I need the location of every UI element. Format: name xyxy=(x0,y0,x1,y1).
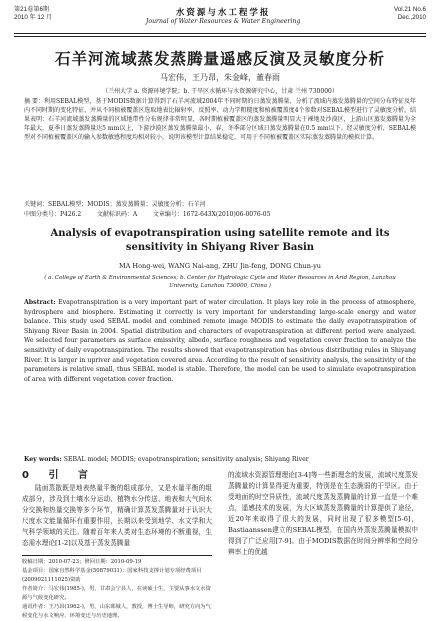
received-date: 收稿日期：2010-07-23；修回日期：2010-09-19 xyxy=(22,559,142,565)
corresponding-author: 通讯作者：王乃昂(1962-)，男，山东郯城人，教授，博士生导师，研究方向为气候变化与水文响应、环境变迁与历史地理。 xyxy=(22,604,211,619)
intro-paragraph-left: 陆面蒸散既是地表热量平衡的组成部分，又是水量平衡的组成部分，涉及到土壤水分运动、植物水分传送、地表和大气间水分交换和热量交换等多个环节，精确计算蒸发蒸腾量对于认识大尺度水文能量循环有重要作用，长期以来受到地学、水文学和大气科学领域的关注。随着百年来人类对生态环境的不断重视，生态需水理论[1-2]以及基于蒸发蒸腾量 xyxy=(22,484,212,547)
keywords-en-text: SEBAL model; MODIS; evapotranspiration; sensitivity analysis; Shiyang River xyxy=(63,456,309,463)
footnotes xyxy=(22,555,212,621)
journal-name-en: Journal of Water Resources & Water Engineering xyxy=(145,18,301,25)
volume-en: Vol.21 No.6 xyxy=(394,6,426,13)
authors-zh: 马宏伟，王乃昂，朱金峰，董春雨 xyxy=(160,73,280,82)
issue-date: 2010 年 12 月 xyxy=(14,14,53,21)
intro-paragraph-right: 的流域水资源管理理论[3-4]等一些新理念的发展，流域尺度蒸发蒸腾量的计算显得更为重要，特别是在生态脆弱的干旱区。由于受地面的时空异质性，流域尺度蒸发蒸腾量的计算一直是一个难点，遥感技术的发展，为大区域蒸发蒸腾量的计算提供了途径，近20年来取得了很大的发展，同时出现了很多模型[5-6]，Bastiaanssen建立的SEBAL模型，在国内外蒸发蒸腾量模拟中得到了广泛应用[7-9]。由于MODIS数据在时间分辨率和空间分辨率上的优越 xyxy=(228,471,418,556)
fund-note: 基金项目：国家自然科学基金(50879031)；国家科技支撑计划专项经费项目(2009021111025)资助 xyxy=(22,568,202,583)
keywords-zh: 关键词：SEBAL模型；MODIS；蒸发蒸腾量；灵敏度分析；石羊河 xyxy=(24,201,206,208)
paper-title-zh: 石羊河流域蒸发蒸腾量遥感反演及灵敏度分析 xyxy=(54,50,385,68)
header-rule-thin xyxy=(14,36,426,37)
document-code: 文献标识码：A xyxy=(96,211,138,218)
abstract-en-text: Evapotranspiration is a very important part of water circulation. It plays key role in the process of atmosphere, hydrosphere and biosphere. Estimating it correctly is very important for understanding large-scale energy and water balance. This study used SEBAL model and combined remote image MODIS to estimate the daily evapotranspiration of Shiyang River Basin in 2004. Spatial distribution and characters of evapotranspiration at different period were analyzed. We selected four parameters as surface emissivity, albedo, surface roughness and vegetation cover fraction to analyze the sensitivity of daily evapotranspiration. The results showed that evapotranspiration has obvious distributing rules in Shiyang River. It is larger in upriver and vegetation covered area. According to the result of sensitivity analysis, the sensitivity of the parameters is relative small, thus SEBAL model is stable. Therefore, the model can be used to simulate evapotranspiration of area with different vegetation cover fraction. xyxy=(24,299,417,383)
paper-title-en: Analysis of evapotranspiration using satellite remote and its sensitivity in Shiyang River Basin xyxy=(50,228,390,253)
section-heading-intro: 0 引 言 xyxy=(22,470,96,481)
abstract-zh: 摘 要：利用SEBAL模型，基于MODIS数据计算得到了石羊河流域2004年不同时期的日蒸发蒸腾量，分析了流域内蒸发蒸腾量的空间分布特征及年内不同时期的变化特征，并从不同植被覆盖区选取地表比辐射率、反照率、动力学粗糙度和植被覆盖度4个参数对SEBAL模型进行了灵敏度分析。结果表明：石羊河流域蒸发蒸腾量的区域地带性分布规律非常明显，各时期植被覆盖区的蒸发蒸腾量明显大于裸地及沙漠区，上游山区蒸发蒸腾量为全年最大，夏季日蒸发蒸腾量达5 mm以上，下游沙漠区蒸发蒸腾量最小，春、冬季部分区域日蒸发蒸腾量在0.5 mm以下。经灵敏度分析，SEBAL模型对不同植被覆盖区的输入参数敏感程度均相对较小，说明该模型计算结果稳定，可用于不同植被覆盖区实际蒸发蒸腾量的模拟计算。 xyxy=(24,98,416,141)
abstract-label: Abstract: xyxy=(24,299,56,306)
author-bio: 作者简介：马宏伟(1985-)，男，甘肃会宁县人，在读硕士生，主要从事水文水资源与气候变化研究。 xyxy=(22,586,211,601)
clc-number: 中图分类号：P426.2 xyxy=(24,211,82,218)
keywords-en xyxy=(24,456,416,463)
classification-line xyxy=(24,209,416,218)
abstract-en xyxy=(24,298,416,384)
header-rule xyxy=(14,33,426,34)
issue-info-en xyxy=(394,6,426,22)
journal-header xyxy=(14,6,426,32)
right-column xyxy=(228,470,418,615)
authors-en: MA Hong-wei, WANG Nai-ang, ZHU Jin-feng, DONG Chun-yu xyxy=(119,262,321,270)
date-en: Dec.,2010 xyxy=(397,14,426,21)
journal-name-zh: 水资源与水工程学报 xyxy=(175,8,271,18)
issue-info xyxy=(14,6,52,22)
keywords-label: Key words: xyxy=(24,456,62,463)
affiliation-zh: （兰州大学 a. 资源环境学院；b. 干旱区水循环与水资源研究中心，甘肃 兰州 730000） xyxy=(102,88,338,95)
left-column xyxy=(22,470,212,555)
affiliation-en: ( a. College of Earth & Environmental Sciences; b. Center for Hydrologic Cycle and Water Resources in Arid Region, Lanzhou University, Lanzhou 730000, China ) xyxy=(44,275,396,289)
volume-number: 第21卷第6期 xyxy=(14,6,50,13)
journal-name xyxy=(146,6,300,25)
article-id: 文章编号：1672-643X(2010)06-0076-05 xyxy=(152,211,271,218)
